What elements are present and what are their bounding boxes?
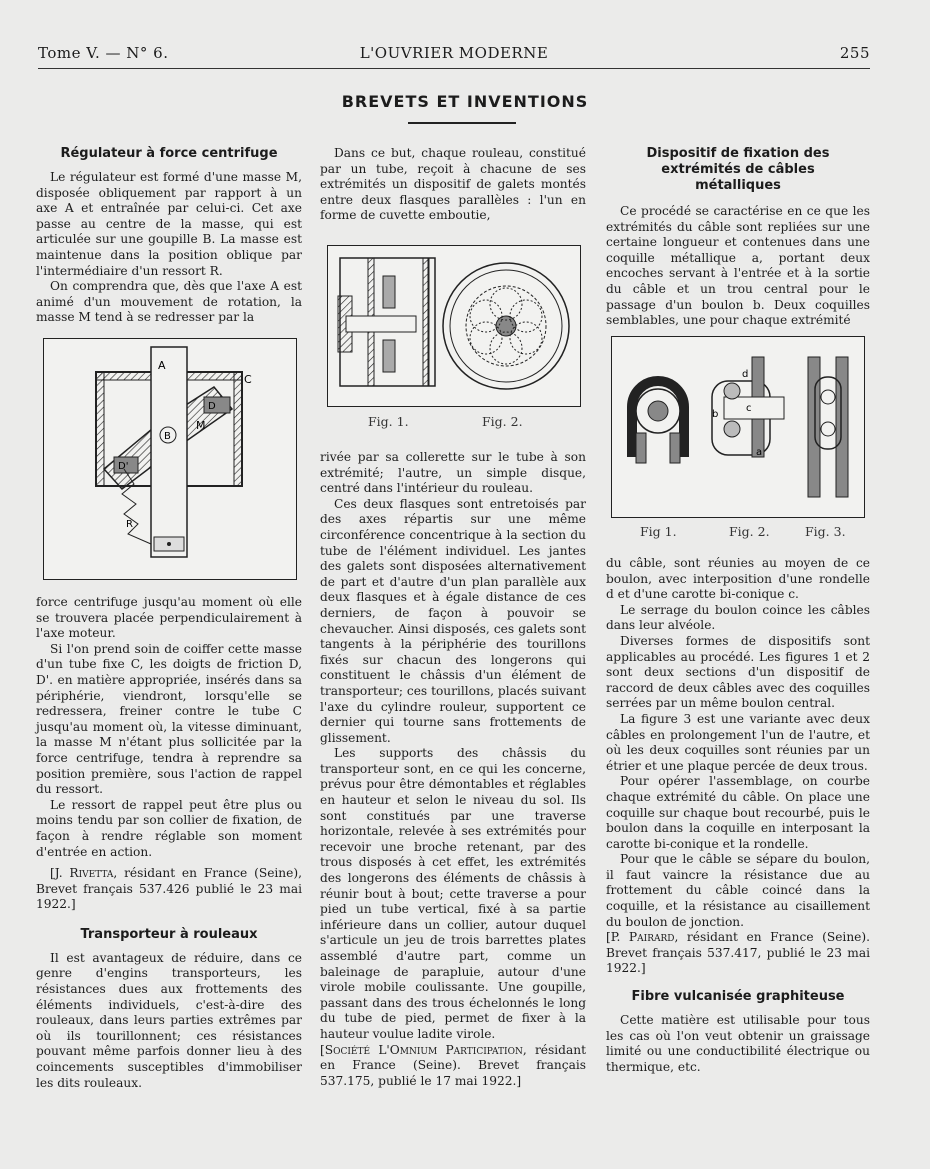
cable-drawing bbox=[612, 337, 864, 517]
paragraph: Cette matière est utilisable pour tous les cas où l'on veut obtenir un graissage limité ou une conductibilité électrique ou thermique, etc. bbox=[606, 1013, 870, 1074]
column-2-bottom bbox=[320, 450, 586, 1089]
running-header bbox=[38, 44, 870, 66]
label-c: c bbox=[746, 403, 752, 414]
patent-credit: [J. Rivetta, résidant en France (Seine), Brevet français 537.426 publié le 23 mai 1922.] bbox=[36, 866, 302, 912]
figure-rouleaux bbox=[327, 245, 581, 407]
figure-caption-3: Fig. 3. bbox=[805, 524, 846, 539]
figure-caption-2: Fig. 2. bbox=[482, 414, 523, 429]
label-c: C bbox=[244, 373, 252, 386]
page-number: 255 bbox=[839, 44, 870, 62]
column-3-top bbox=[606, 146, 870, 329]
paragraph: Le ressort de rappel peut être plus ou moins tendu par son collier de fixation, de façon à rendre réglable son moment d'entrée en action. bbox=[36, 797, 302, 859]
credit-text: , résidant en France (Seine). Brevet français 537.175, publié le 17 mai 1922.] bbox=[320, 1042, 586, 1088]
paragraph: Les supports des châssis du transporteur sont, en ce qui les concerne, prévus pour être démontables et réglables en hauteur et selon le niveau du sol. Ils sont constitués par une traverse horizontale, relevée à ses extrémités pour recevoir une broche retenant, par des trous disposés à cet effet, les extrémités des longerons des éléments de châssis à réunir bout à bout; cette traverse a pour pied un tube vertical, fixé à sa partie inférieure dans un collier, autour duquel s'articule un jeu de trois barrettes plates assemblé d'autre part, comme un baleinage de parapluie, autour d'une virole mobile coulissante. Une goupille, passant dans des trous échelonnés le long du tube de pied, permet de fixer à la hauteur voulue ladite virole. bbox=[320, 746, 586, 1041]
paragraph: Ces deux flasques sont entretoisés par des axes répartis sur une même circonférence concentrique à la section du tube de l'élément individuel. Les jantes des galets sont disposées alternativement de part et d'autre d'un plan parallèle aux deux flasques et à égale distance de ces derniers, de façon à pouvoir se chevaucher. Ainsi disposés, ces galets sont tangents à la périphérie des tourillons fixés sur chacun des longerons qui constituent le châssis d'un élément de transporteur; ces tourillons, placés suivant l'axe du cylindre rouleur, supportent ce dernier qui tourne sans frottements de glissement. bbox=[320, 496, 586, 745]
paragraph: Pour opérer l'assemblage, on courbe chaque extrémité du câble. On place une coquille sur chaque bout recourbé, puis le boulon dans la coquille en interposant la carotte bi-conique et la rondelle. bbox=[606, 774, 870, 851]
paragraph: On comprendra que, dès que l'axe A est animé d'un mouvement de rotation, la masse M tend à se redresser par la bbox=[36, 279, 302, 325]
article-title-regulateur: Régulateur à force centrifuge bbox=[60, 146, 278, 161]
column-3-bottom bbox=[606, 556, 870, 1075]
figure-regulateur bbox=[43, 338, 297, 580]
paragraph: Diverses formes de dispositifs sont applicables au procédé. Les figures 1 et 2 sont deux sections d'un dispositif de raccord de deux câbles avec des coquilles serrées par un même boulon central. bbox=[606, 633, 870, 711]
article-title-fibre: Fibre vulcanisée graphiteuse bbox=[631, 989, 845, 1005]
credit-name: Société L'Omnium Participation bbox=[324, 1042, 523, 1057]
figure-cables bbox=[611, 336, 865, 518]
paragraph: Il est avantageux de réduire, dans ce genre d'engins transporteurs, les résistances dues aux frottements des éléments individuels, c'est-à-dire des rouleaux, dans leurs parties extrêmes par où ils tourillonnent; ces résistances pouvant même parfois donner lieu à des coincements susceptibles d'immobiliser les dits rouleaux. bbox=[36, 950, 302, 1090]
label-d: D bbox=[208, 401, 216, 412]
section-title: BREVETS ET INVENTIONS bbox=[341, 92, 589, 111]
paragraph: Pour que le câble se sépare du boulon, il faut vaincre la résistance due au frottement du câble coincé dans la coquille, et la résistance au cisaillement du boulon de jonction. bbox=[606, 852, 870, 929]
credit-name: J. Rivetta bbox=[54, 866, 114, 881]
article-title-dispositif: Dispositif de fixation des extrémités de câbles métalliques bbox=[646, 146, 830, 193]
label-d-prime: D' bbox=[118, 461, 129, 472]
paragraph: force centrifuge jusqu'au moment où elle se trouvera placée perpendiculairement à l'axe moteur. bbox=[36, 595, 302, 641]
credit-name: P. Pairard bbox=[610, 930, 675, 945]
patent-credit: [Société L'Omnium Participation, résidant en France (Seine). Brevet français 537.175, publié le 17 mai 1922.] bbox=[320, 1042, 586, 1088]
paragraph: Le régulateur est formé d'une masse M, disposée obliquement par rapport à un axe A et entraînée par celui-ci. Cet axe passe au centre de la masse, qui est articulée sur une goupille B. La masse est maintenue dans la position oblique par l'intermédiaire d'un ressort R. bbox=[36, 170, 302, 278]
label-b: b bbox=[712, 409, 719, 420]
paragraph: du câble, sont réunies au moyen de ce boulon, avec interposition d'une rondelle d et d'une carotte bi-conique c. bbox=[606, 556, 870, 602]
paragraph: La figure 3 est une variante avec deux câbles en prolongement l'un de l'autre, et où les deux coquilles sont réunies par un étrier et une plaque percée de deux trous. bbox=[606, 711, 870, 773]
volume-number: Tome V. — N° 6. bbox=[38, 44, 169, 62]
paragraph: Dans ce but, chaque rouleau, constitué par un tube, reçoit à chacune de ses extrémités un dispositif de galets montés entre deux flasques parallèles : l'un en forme de cuvette emboutie, bbox=[320, 146, 586, 223]
patent-credit: [P. Pairard, résidant en France (Seine). Brevet français 537.417, publié le 23 mai 1922.] bbox=[606, 930, 871, 976]
paragraph: Le serrage du boulon coince les câbles dans leur alvéole. bbox=[606, 602, 870, 633]
credit-text: , résidant en France (Seine), Brevet français 537.426 publié le 23 mai 1922.] bbox=[36, 866, 302, 912]
title-rule bbox=[408, 122, 516, 124]
credit-text: , résidant en France (Seine). Brevet français 537.417, publié le 23 mai 1922.] bbox=[606, 930, 871, 976]
column-2-top bbox=[320, 146, 586, 224]
regulator-drawing bbox=[44, 339, 296, 579]
figure-caption-1: Fig. 1. bbox=[368, 414, 409, 429]
header-rule bbox=[38, 68, 870, 69]
column-1-top bbox=[36, 146, 302, 326]
paragraph: Si l'on prend soin de coiffer cette masse d'un tube fixe C, les doigts de friction D, D'. en matière appropriée, insérés dans sa périphérie, viendront, lorsqu'elle se redressera, freiner contre le tube C jusqu'au moment où, la vitesse diminuant, la masse M n'étant plus sollicitée par la force centrifuge, tendra à reprendre sa position première, sous l'action de rappel du ressort. bbox=[36, 641, 302, 797]
paragraph: Ce procédé se caractérise en ce que les extrémités du câble sont repliées sur une certaine longueur et contenues dans une coquille métallique a, portant deux encoches servant à l'entrée et à la sortie du câble et un trou central pour le passage d'un boulon b. Deux coquilles semblables, une pour chaque extrémité bbox=[606, 204, 870, 328]
label-m: M bbox=[196, 419, 206, 432]
roller-drawing bbox=[328, 246, 580, 406]
label-a: a bbox=[756, 447, 763, 458]
article-title-transporteur: Transporteur à rouleaux bbox=[80, 926, 258, 942]
paragraph: rivée par sa collerette sur le tube à son extrémité; l'autre, un simple disque, centré dans l'intérieur du rouleau. bbox=[320, 450, 586, 496]
label-d: d bbox=[742, 369, 749, 380]
journal-title: L'OUVRIER MODERNE bbox=[359, 44, 549, 62]
figure-caption-2: Fig. 2. bbox=[729, 524, 770, 539]
column-1-bottom bbox=[36, 595, 302, 1091]
label-r: R bbox=[126, 519, 133, 530]
label-b: B bbox=[164, 431, 171, 442]
label-a: A bbox=[158, 359, 166, 372]
figure-caption-1: Fig 1. bbox=[640, 524, 677, 539]
